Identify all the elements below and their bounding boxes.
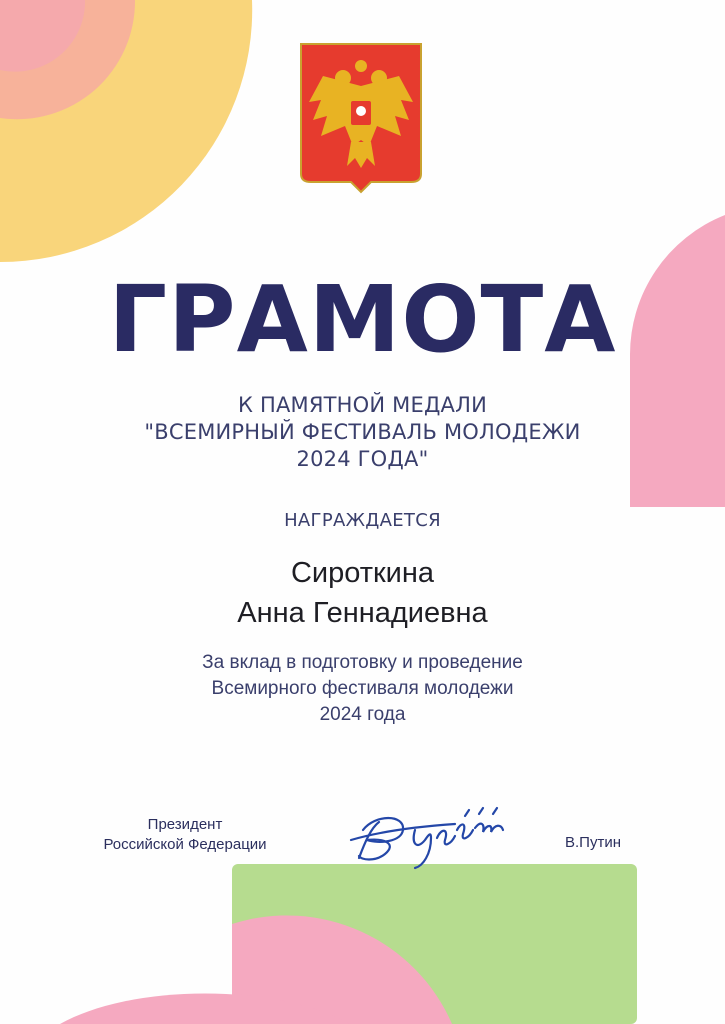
recipient-surname: Сироткина [290, 557, 435, 589]
signer-title-line: Президент [147, 816, 223, 833]
handwritten-signature [345, 800, 545, 880]
document-title: ГРАМОТА [108, 266, 617, 373]
signer-title-line: Российской Федерации [103, 836, 267, 853]
reason-line: За вклад в подготовку и проведение [202, 652, 523, 673]
coat-of-arms-icon [299, 42, 423, 194]
reason-line: 2024 года [319, 704, 406, 725]
decor-top-left [0, 0, 260, 270]
subtitle-line: "ВСЕМИРНЫЙ ФЕСТИВАЛЬ МОЛОДЕЖИ [144, 420, 581, 444]
subtitle-line: 2024 ГОДА" [296, 447, 429, 471]
subtitle-line: К ПАМЯТНОЙ МЕДАЛИ [237, 393, 488, 417]
reason-line: Всемирного фестиваля молодежи [211, 678, 514, 699]
signer-title [80, 815, 290, 855]
signer-name: В.Путин [565, 834, 621, 851]
decor-bottom [0, 860, 725, 1024]
award-label: НАГРАЖДАЕТСЯ [284, 510, 441, 531]
recipient-given-names: Анна Геннадиевна [237, 597, 488, 629]
